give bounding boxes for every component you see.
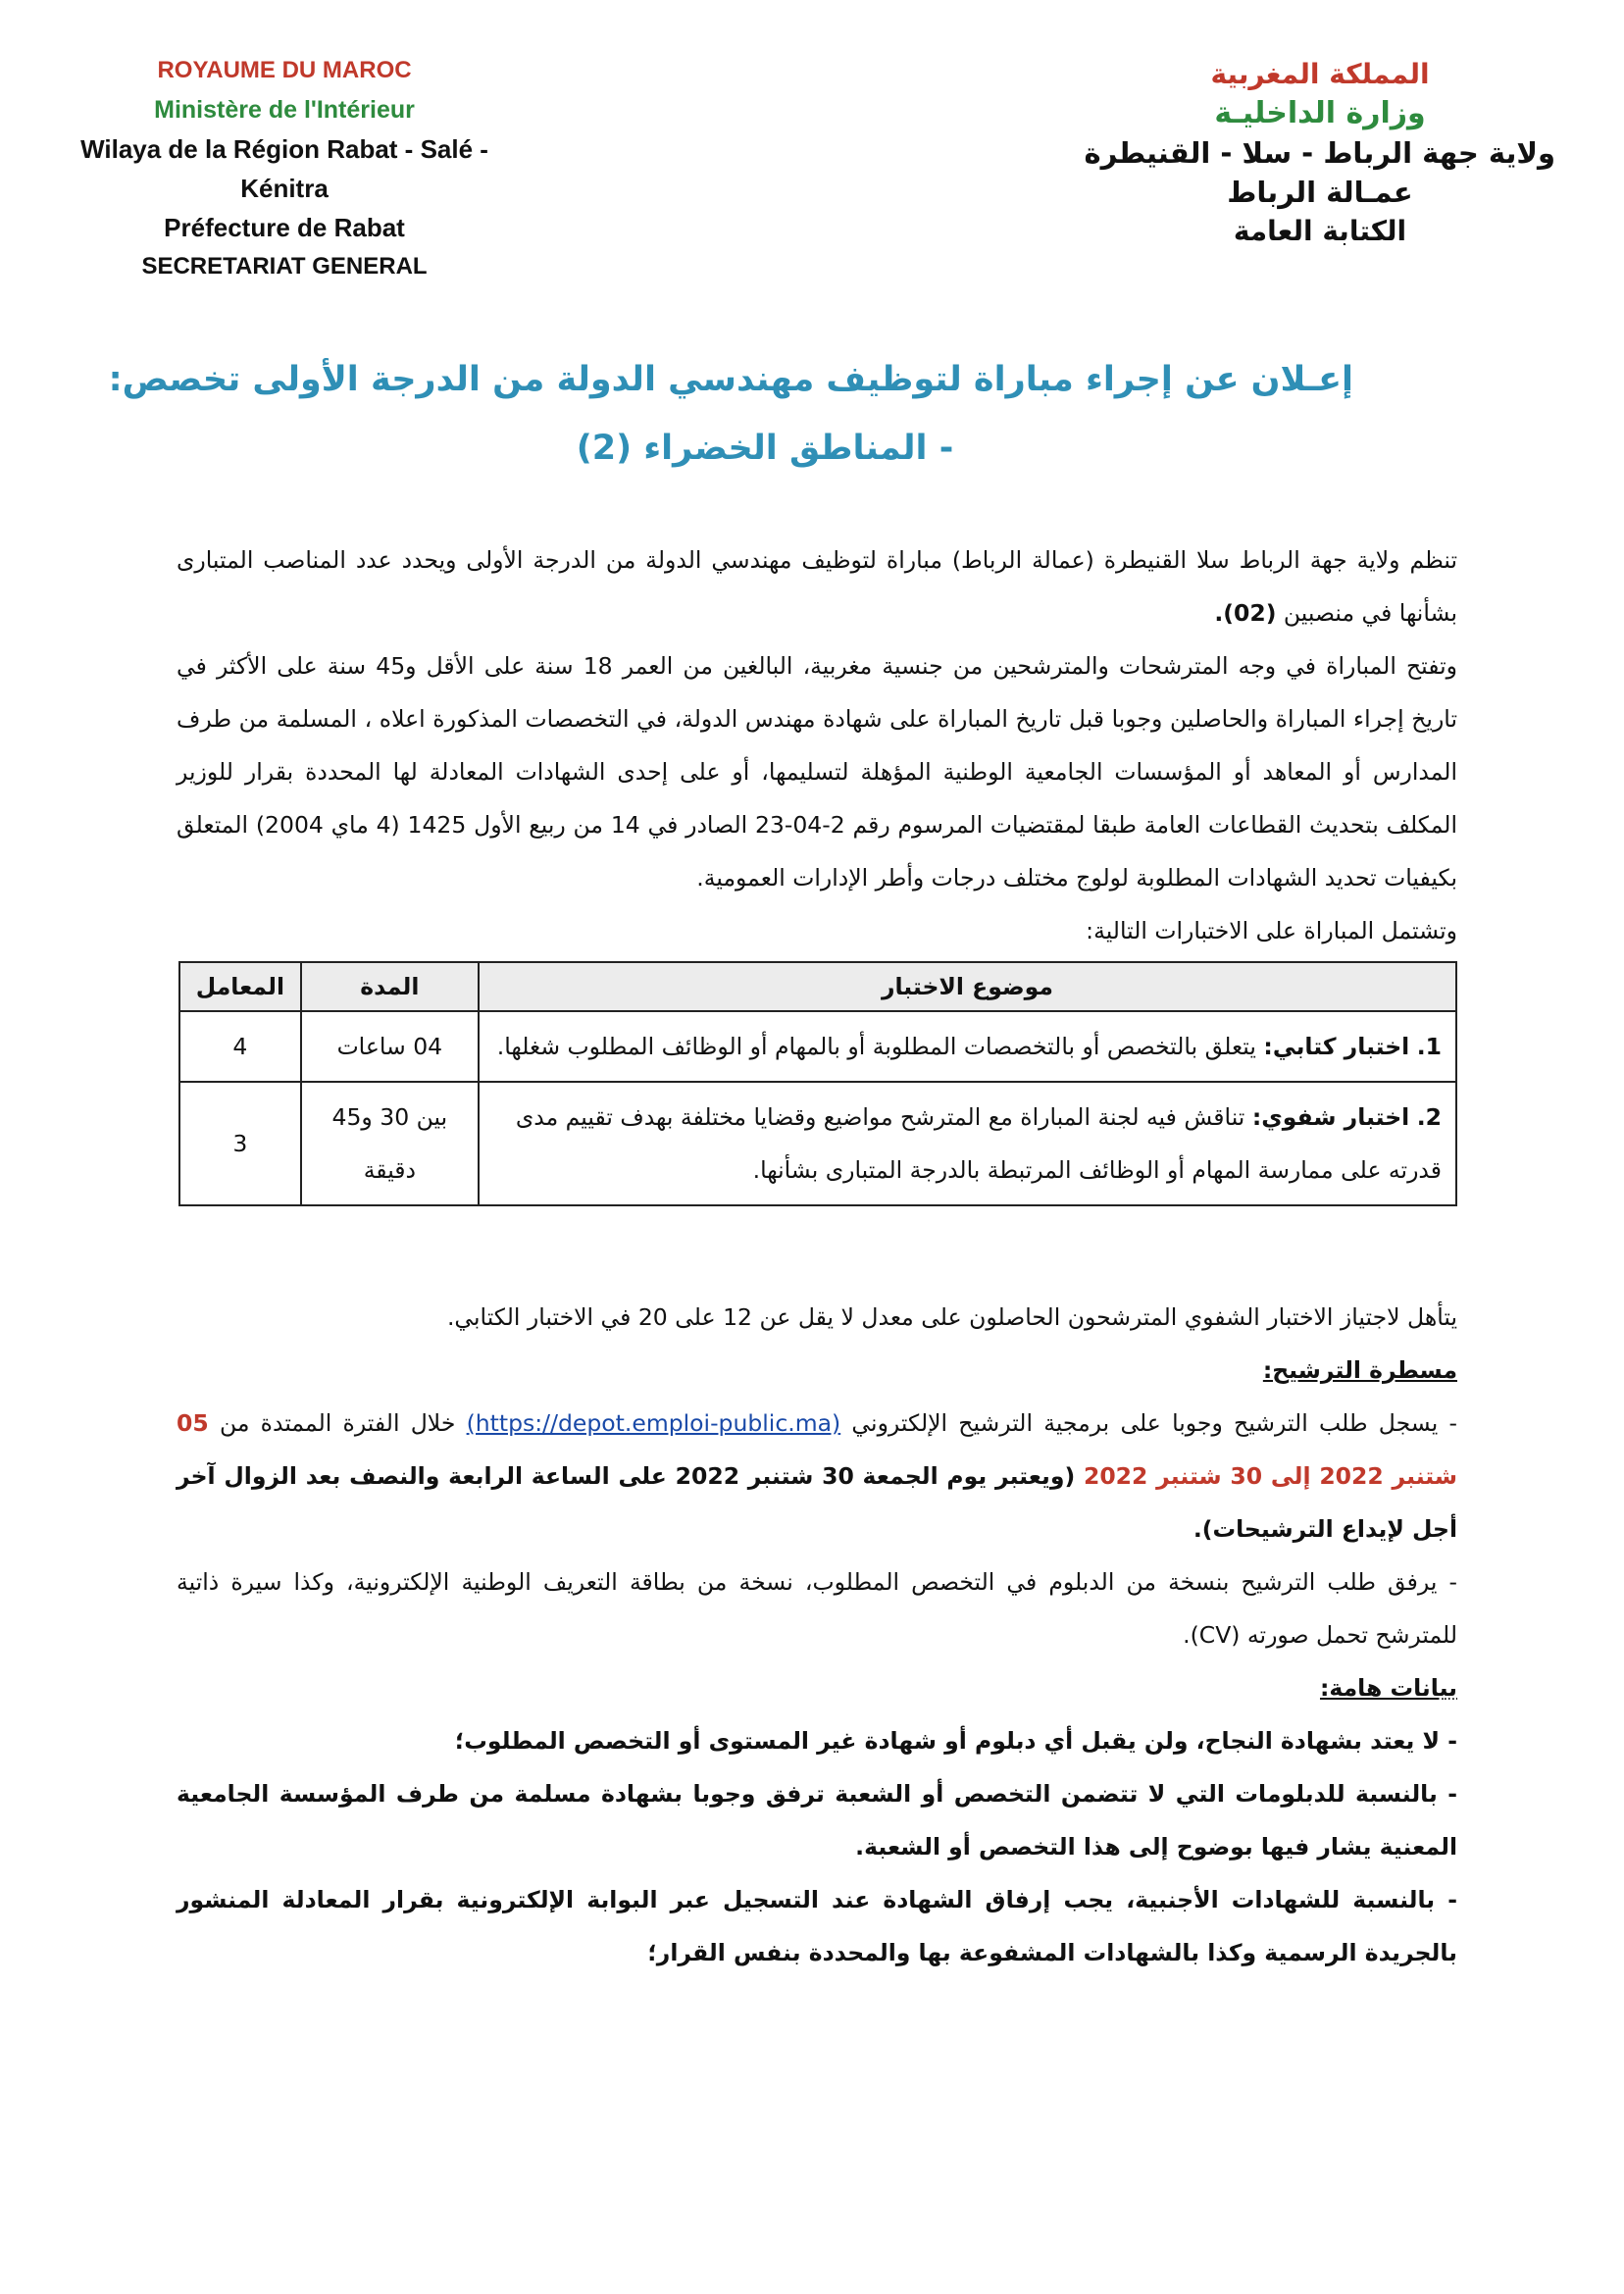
deadline-note: (ويعتبر يوم الجمعة 30 شتنبر 2022 على الساعة الرابعة والنصف بعد الزوال آخر أجل لإيداع الترشيحات).	[177, 1462, 1457, 1543]
candidacy-text-a: - يسجل طلب الترشيح وجوبا على برمجية الترشيح الإلكتروني	[840, 1409, 1457, 1437]
table-row	[179, 1082, 1456, 1205]
row-number: 2.	[1416, 1103, 1442, 1131]
title-line-2: - المناطق الخضراء (2)	[576, 429, 954, 468]
duration-cell: 04 ساعات	[301, 1011, 479, 1082]
secretariat-ar: الكتابة العامة	[1233, 215, 1407, 247]
positions-count: (02).	[1214, 599, 1277, 627]
header-french	[39, 51, 530, 286]
country-name-ar: المملكة المغربية	[1210, 58, 1430, 90]
important-heading: بيانات هامة:	[1319, 1674, 1457, 1702]
header-duration: المدة	[301, 962, 479, 1011]
written-test-cell	[479, 1011, 1456, 1082]
duration-cell: بين 30 و45 دقيقة	[301, 1082, 479, 1205]
candidacy-heading: مسطرة الترشيح:	[1262, 1356, 1457, 1384]
important-item-3: - بالنسبة للشهادات الأجنبية، يجب إرفاق الشهادة عند التسجيل عبر البوابة الإلكترونية بقرار المعادلة المنشور بالجريدة الرسمية وكذا بالشهادات المشفوعة بها والمحددة بنفس القرار؛	[177, 1886, 1457, 1966]
application-dates: 05 شتنبر 2022 إلى 30 شتنبر 2022	[177, 1409, 1457, 1490]
test-description: يتعلق بالتخصص أو بالتخصصات المطلوبة أو بالمهام أو الوظائف المطلوب شغلها.	[496, 1033, 1264, 1060]
intro-paragraph-3: وتشتمل المباراة على الاختبارات التالية:	[1086, 917, 1457, 944]
oral-eligibility-note: يتأهل لاجتياز الاختبار الشفوي المترشحون الحاصلون على معدل لا يقل عن 12 على 20 في الاختبار الكتابي.	[446, 1303, 1457, 1331]
coefficient-cell: 3	[179, 1082, 301, 1205]
test-name: اختبار شفوي:	[1251, 1103, 1410, 1131]
ministry-name-ar: وزارة الداخليـة	[1214, 96, 1426, 130]
title-line-1: إعـلان عن إجراء مباراة لتوظيف مهندسي الدولة من الدرجة الأولى تخصص:	[108, 360, 1353, 399]
important-item-1: - لا يعتد بشهادة النجاح، ولن يقبل أي دبلوم أو شهادة غير المستوى أو التخصص المطلوب؛	[454, 1727, 1457, 1755]
header-subject: موضوع الاختبار	[479, 962, 1456, 1011]
header-coefficient: المعامل	[179, 962, 301, 1011]
prefecture-name-fr: Préfecture de Rabat	[164, 213, 405, 242]
candidacy-text-b: خلال الفترة الممتدة من	[208, 1409, 467, 1437]
table-header-row	[179, 962, 1456, 1011]
candidacy-item-2: - يرفق طلب الترشيح بنسخة من الدبلوم في التخصص المطلوب، نسخة من بطاقة التعريف الوطنية الإلكترونية، وكذا سيرة ذاتية للمترشح تحمل صورته (CV).	[177, 1568, 1457, 1649]
ministry-name-fr: Ministère de l'Intérieur	[154, 96, 415, 124]
tests-table	[178, 961, 1457, 1206]
application-portal-link[interactable]: (https://depot.emploi-public.ma)	[466, 1409, 841, 1437]
wilaya-name-ar: ولاية جهة الرباط - سلا - القنيطرة	[1084, 136, 1555, 170]
secretariat-fr: SECRETARIAT GENERAL	[141, 253, 428, 280]
intro-p1-text: تنظم ولاية جهة الرباط سلا القنيطرة (عمالة الرباط) مباراة لتوظيف مهندسي الدولة من الدرجة الأولى ويحدد عدد المناصب المتبارى بشأنها في منصبين	[177, 546, 1457, 627]
announcement-title	[108, 345, 1353, 483]
procedure-section	[177, 1291, 1457, 1979]
test-name: اختبار كتابي:	[1263, 1033, 1410, 1060]
oral-test-cell	[479, 1082, 1456, 1205]
candidacy-item-1	[177, 1397, 1457, 1555]
prefecture-name-ar: عمـالة الرباط	[1227, 176, 1413, 209]
wilaya-name-fr: Wilaya de la Région Rabat - Salé - Kénitra	[80, 134, 488, 203]
row-number: 1.	[1416, 1033, 1442, 1060]
important-item-2: - بالنسبة للدبلومات التي لا تتضمن التخصص أو الشعبة ترفق وجوبا بشهادة مسلمة من طرف المؤسسة الجامعية المعنية يشار فيها بوضوح إلى هذا التخصص أو الشعبة.	[177, 1780, 1457, 1861]
header-arabic	[1085, 55, 1555, 251]
country-name-fr: ROYAUME DU MAROC	[157, 57, 412, 83]
intro-section	[177, 534, 1457, 957]
test-description: تناقش فيه لجنة المباراة مع المترشح مواضيع وقضايا مختلفة بهدف تقييم مدى قدرته على ممارسة المهام أو الوظائف المرتبطة بالدرجة المتبارى بشأنها.	[515, 1103, 1442, 1184]
intro-paragraph-2: وتفتح المباراة في وجه المترشحات والمترشحين من جنسية مغربية، البالغين من العمر 18 سنة على الأقل و45 سنة على الأكثر في تاريخ إجراء المباراة والحاصلين وجوبا قبل تاريخ المباراة على شهادة مهندس الدولة، في التخصصات المذكورة اعلاه ، المسلمة من طرف المدارس أو المعاهد أو المؤسسات الجامعية الوطنية المؤهلة لتسليمها، أو على إحدى الشهادات المعادلة لها المحددة بقرار للوزير المكلف بتحديث القطاعات العامة طبقا لمقتضيات المرسوم رقم 2-04-23 الصادر في 14 من ربيع الأول 1425 (4 ماي 2004) المتعلق بكيفيات تحديد الشهادات المطلوبة لولوج مختلف درجات وأطر الإدارات العمومية.	[177, 652, 1458, 892]
table-row	[179, 1011, 1456, 1082]
intro-paragraph-1	[177, 534, 1457, 639]
coefficient-cell: 4	[179, 1011, 301, 1082]
